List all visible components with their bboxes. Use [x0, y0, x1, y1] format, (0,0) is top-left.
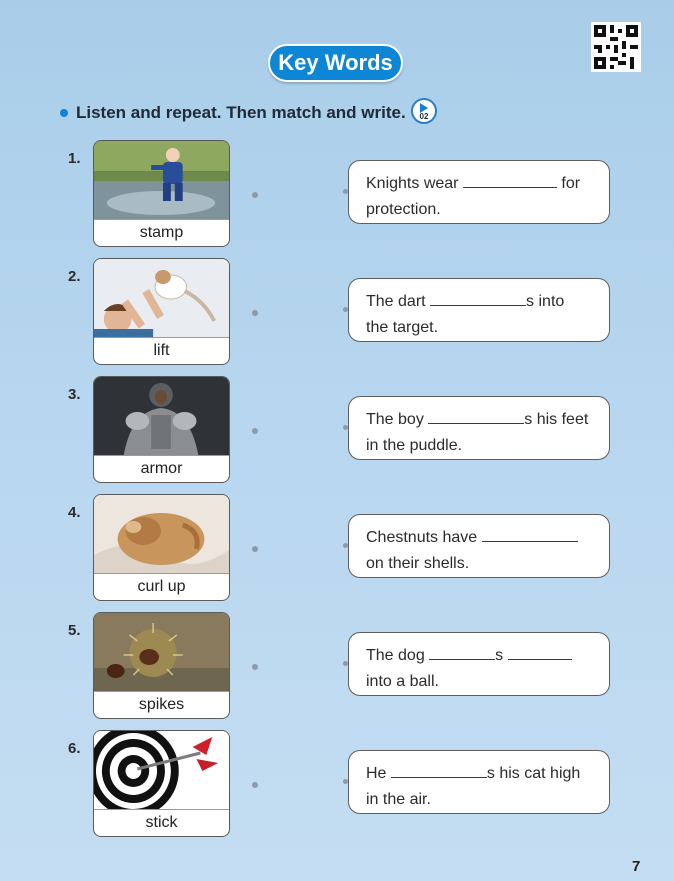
vocab-word: armor [94, 455, 229, 482]
vocab-word: lift [94, 337, 229, 364]
match-dot[interactable] [252, 782, 258, 788]
picture-card-curl-up[interactable] [93, 494, 230, 601]
match-dot[interactable] [252, 664, 258, 670]
match-dot[interactable] [343, 425, 348, 430]
answer-blank[interactable] [508, 645, 572, 660]
answer-blank[interactable] [429, 645, 495, 660]
picture-card-armor[interactable] [93, 376, 230, 483]
match-dot[interactable] [343, 189, 348, 194]
match-dot[interactable] [343, 307, 348, 312]
picture-card-stick[interactable] [93, 730, 230, 837]
sentence-text: Knights wear [366, 175, 459, 192]
item-number: 3. [68, 386, 81, 403]
sentence-text: s his cat high [486, 765, 581, 782]
match-dot[interactable] [252, 310, 258, 316]
sentence-bubble [348, 750, 610, 814]
sentence-text: in the puddle. [366, 437, 463, 454]
dart-board-photo [94, 731, 229, 810]
picture-card-spikes[interactable] [93, 612, 230, 719]
instruction-text: Listen and repeat. Then match and write. [76, 103, 406, 122]
vocab-word: stamp [94, 219, 229, 246]
match-dot[interactable] [343, 661, 348, 666]
sentence-bubble [348, 278, 610, 342]
chestnut-spikes-photo [94, 613, 229, 692]
picture-card-stamp[interactable] [93, 140, 230, 247]
answer-blank[interactable] [430, 291, 526, 306]
boy-lifting-cat-photo [94, 259, 229, 338]
answer-blank[interactable] [463, 173, 557, 188]
sentence-text: into a ball. [366, 673, 439, 690]
bullet-icon [60, 109, 68, 117]
item-number: 2. [68, 268, 81, 285]
match-dot[interactable] [343, 779, 348, 784]
page-number: 7 [632, 858, 641, 875]
picture-card-lift[interactable] [93, 258, 230, 365]
sentence-text: for [561, 175, 581, 192]
sentence-text: on their shells. [366, 555, 470, 572]
sentence-text: The dog [366, 647, 425, 664]
child-puddle-photo [94, 141, 229, 220]
sentence-text: The dart [366, 293, 426, 310]
page-title: Key Words [268, 44, 403, 82]
match-dot[interactable] [343, 543, 348, 548]
sentence-text: He [366, 765, 387, 782]
vocab-word: curl up [94, 573, 229, 600]
audio-track-number: 02 [419, 111, 429, 121]
sentence-text: protection. [366, 201, 441, 218]
sentence-bubble [348, 396, 610, 460]
item-number: 5. [68, 622, 81, 639]
sentence-bubble [348, 632, 610, 696]
instruction [60, 100, 406, 126]
item-number: 6. [68, 740, 81, 757]
sentence-bubble [348, 160, 610, 224]
sentence-text: The boy [366, 411, 424, 428]
qr-code-icon[interactable] [591, 22, 641, 72]
sentence-text: Chestnuts have [366, 529, 478, 546]
answer-blank[interactable] [391, 763, 487, 778]
vocab-word: stick [94, 809, 229, 836]
curled-dog-photo [94, 495, 229, 574]
answer-blank[interactable] [482, 527, 578, 542]
sentence-text: s [495, 647, 504, 664]
sentence-bubble [348, 514, 610, 578]
sentence-text: in the air. [366, 791, 431, 808]
vocab-word: spikes [94, 691, 229, 718]
match-dot[interactable] [252, 192, 258, 198]
audio-play-icon[interactable] [411, 98, 437, 124]
match-dot[interactable] [252, 546, 258, 552]
sentence-text: the target. [366, 319, 439, 336]
item-number: 1. [68, 150, 81, 167]
item-number: 4. [68, 504, 81, 521]
sentence-text: s into [526, 293, 565, 310]
answer-blank[interactable] [428, 409, 524, 424]
knight-armor-photo [94, 377, 229, 456]
sentence-text: s his feet [524, 411, 589, 428]
match-dot[interactable] [252, 428, 258, 434]
